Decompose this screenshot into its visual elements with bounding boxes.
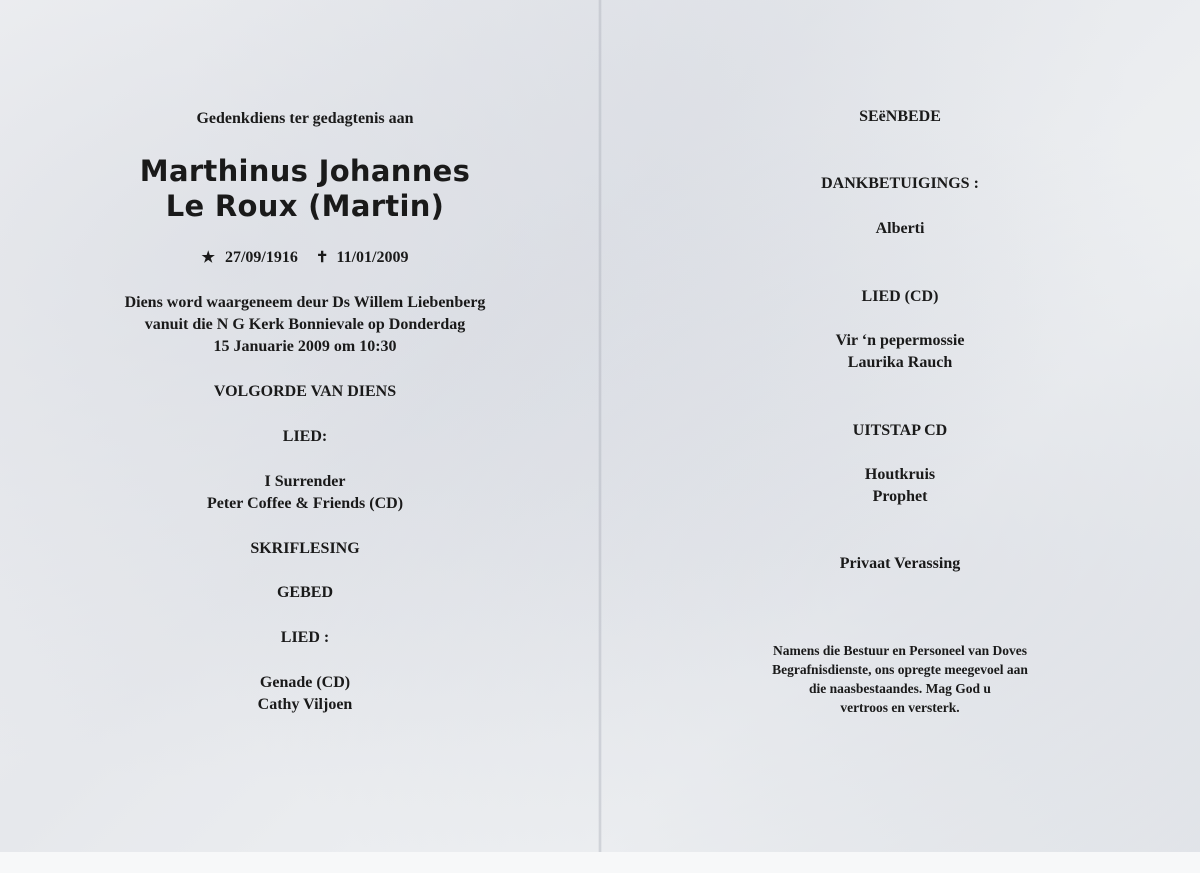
memorial-heading: Gedenkdiens ter gedagtenis aan (196, 110, 414, 127)
recessional-heading: UITSTAP CD (852, 422, 948, 439)
hymn2-heading: LIED : (280, 629, 330, 646)
order-of-service-heading: VOLGORDE VAN DIENS (213, 383, 397, 400)
paper-bottom-edge (0, 852, 1200, 873)
acknowledgement-name: Alberti (875, 220, 925, 237)
closing-message-line3: die naasbestaandes. Mag God u (809, 681, 991, 696)
hymn2-artist: Cathy Viljoen (257, 696, 353, 713)
recessional-title: Houtkruis (864, 466, 936, 483)
song-heading: LIED (CD) (861, 288, 939, 305)
hymn2-title: Genade (CD) (259, 674, 351, 691)
benediction: SEëNBEDE (859, 108, 941, 125)
birth-date: 27/09/1916 (224, 249, 298, 266)
death-date: 11/01/2009 (336, 249, 409, 266)
cross-icon: ✝ (315, 250, 329, 266)
private-cremation: Privaat Verassing (839, 555, 961, 572)
prayer: GEBED (276, 584, 333, 601)
service-info-line1: Diens word waargeneem deur Ds Willem Liebenberg (124, 294, 486, 311)
star-icon: ★ (201, 250, 215, 266)
hymn1-title: I Surrender (264, 473, 346, 490)
hymn1-heading: LIED: (282, 428, 328, 445)
deceased-name-line1: Marthinus Johannes (139, 154, 471, 188)
scripture-reading: SKRIFLESING (250, 540, 360, 557)
center-fold (598, 0, 602, 873)
hymn1-artist: Peter Coffee & Friends (CD) (206, 495, 404, 512)
recessional-artist: Prophet (872, 488, 928, 505)
deceased-name-line2: Le Roux (Martin) (165, 189, 445, 223)
closing-message-line1: Namens die Bestuur en Personeel van Doves (773, 643, 1027, 658)
closing-message-line4: vertroos en versterk. (840, 700, 960, 715)
acknowledgements-heading: DANKBETUIGINGS : (821, 175, 979, 192)
closing-message-line2: Begrafnisdienste, ons opregte meegevoel aan (772, 662, 1028, 677)
service-info-line3: 15 Januarie 2009 om 10:30 (213, 338, 397, 355)
service-info-line2: vanuit die N G Kerk Bonnievale op Donderdag (144, 316, 466, 333)
life-dates (60, 247, 550, 269)
song-title: Vir ‘n pepermossie (835, 332, 965, 349)
song-artist: Laurika Rauch (847, 354, 953, 371)
